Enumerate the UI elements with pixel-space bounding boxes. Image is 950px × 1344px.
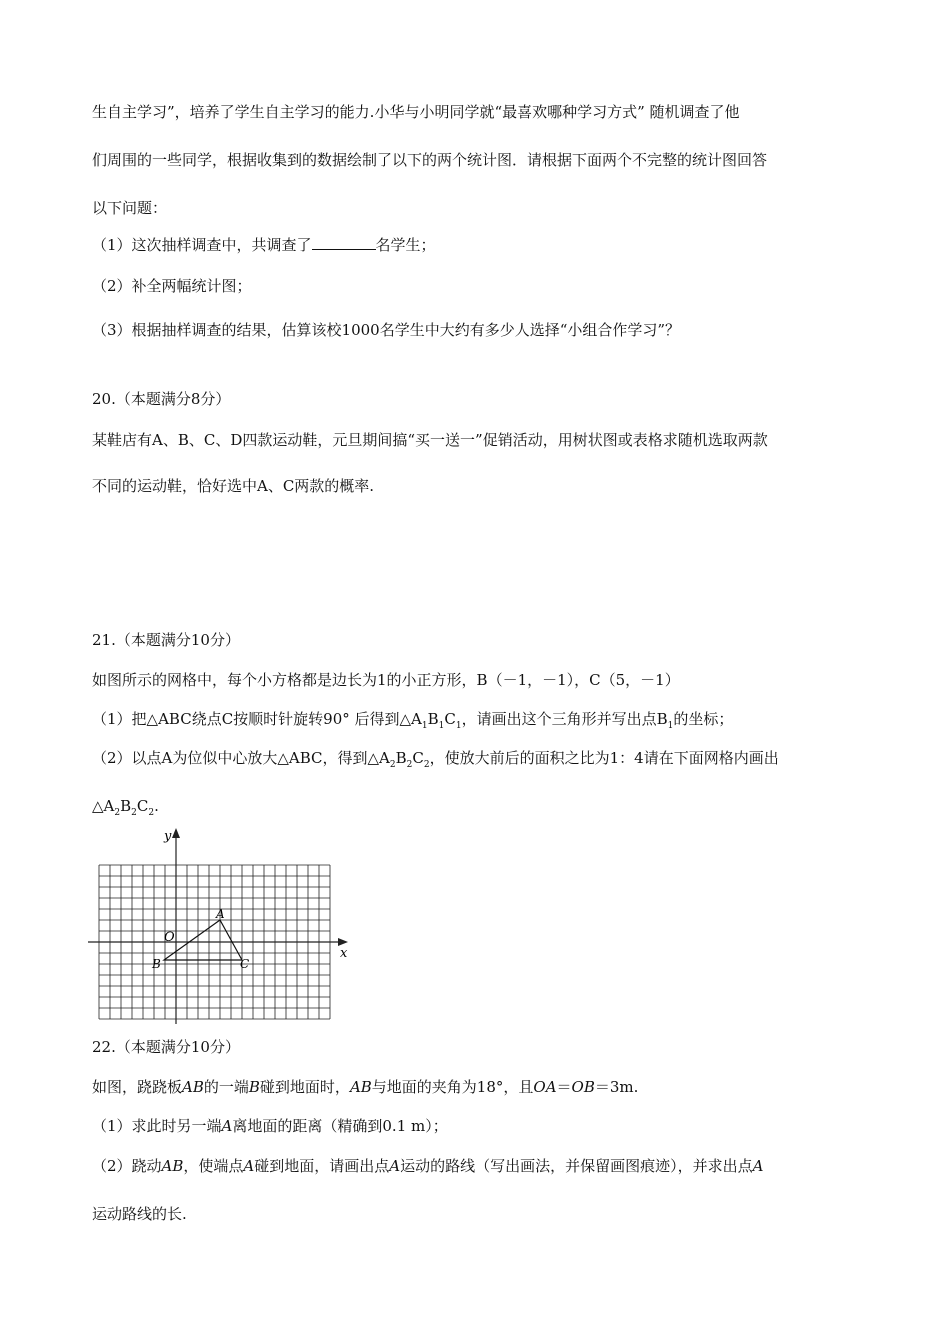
intro-line-3: 以下问题： (92, 199, 168, 217)
point-label-c: C (240, 957, 250, 971)
q20-line-2: 不同的运动鞋，恰好选中A、C两款的概率. (92, 477, 375, 495)
q21-sub1: （1）把△ABC绕点C按顺时针旋转90° 后得到$\triangle A_1B_1C_1$，请画出这个三角形并写出点$B_1$的坐标； (92, 710, 734, 731)
q20-header: 20.（本题满分8分） (92, 390, 231, 408)
y-axis-arrow (172, 828, 180, 838)
q19-sub2: （2）补全两幅统计图； (92, 277, 252, 295)
q21-line-1: 如图所示的网格中，每个小方格都是边长为1的小正方形，B（－1，－1），C（5，－1） (92, 671, 680, 689)
axis-label-y: y (164, 829, 172, 844)
q22-header: 22.（本题满分10分） (92, 1038, 240, 1056)
q22-line-last: 运动路线的长. (92, 1205, 187, 1223)
point-label-b: B (152, 957, 161, 971)
origin-label: O (164, 930, 175, 945)
q21-header: 21.（本题满分10分） (92, 631, 240, 649)
intro-line-1: 生自主学习”，培养了学生自主学习的能力.小华与小明同学就“最喜欢哪种学习方式” 随机调查了他 (92, 103, 740, 121)
axis-label-x: x (340, 946, 348, 961)
q20-line-1: 某鞋店有A、B、C、D四款运动鞋，元旦期间搞“买一送一”促销活动，用树状图或表格求随机选取两款 (92, 431, 768, 449)
point-label-a: A (216, 907, 225, 921)
q22-sub1: （1）求此时另一端A离地面的距离（精确到0.1 m）； (92, 1117, 448, 1135)
q22-line-1: 如图，跷跷板AB的一端B碰到地面时，AB与地面的夹角为18°，且OA＝OB＝3m. (92, 1078, 639, 1096)
q19-sub3: （3）根据抽样调查的结果，估算该校1000名学生中大约有多少人选择“小组合作学习”？ (92, 321, 681, 339)
q22-sub2: （2）跷动AB，使端点A碰到地面，请画出点A运动的路线（写出画法，并保留画图痕迹），并求出点A (92, 1157, 764, 1175)
x-axis-arrow (338, 938, 348, 946)
q21-line-last: $\triangle A_2B_2C_2$. (92, 797, 159, 818)
intro-line-2: 们周围的一些同学，根据收集到的数据绘制了以下的两个统计图．请根据下面两个不完整的统计图回答 (92, 151, 768, 169)
answer-blank[interactable] (312, 235, 376, 250)
q21-sub2: （2）以点A为位似中心放大△ABC，得到$\triangle A_2B_2C_2$，使放大前后的面积之比为1：4请在下面网格内画出 (92, 749, 779, 770)
coordinate-grid-figure (86, 826, 366, 1032)
q19-sub1: （1）这次抽样调查中，共调查了 名学生； (92, 236, 436, 254)
